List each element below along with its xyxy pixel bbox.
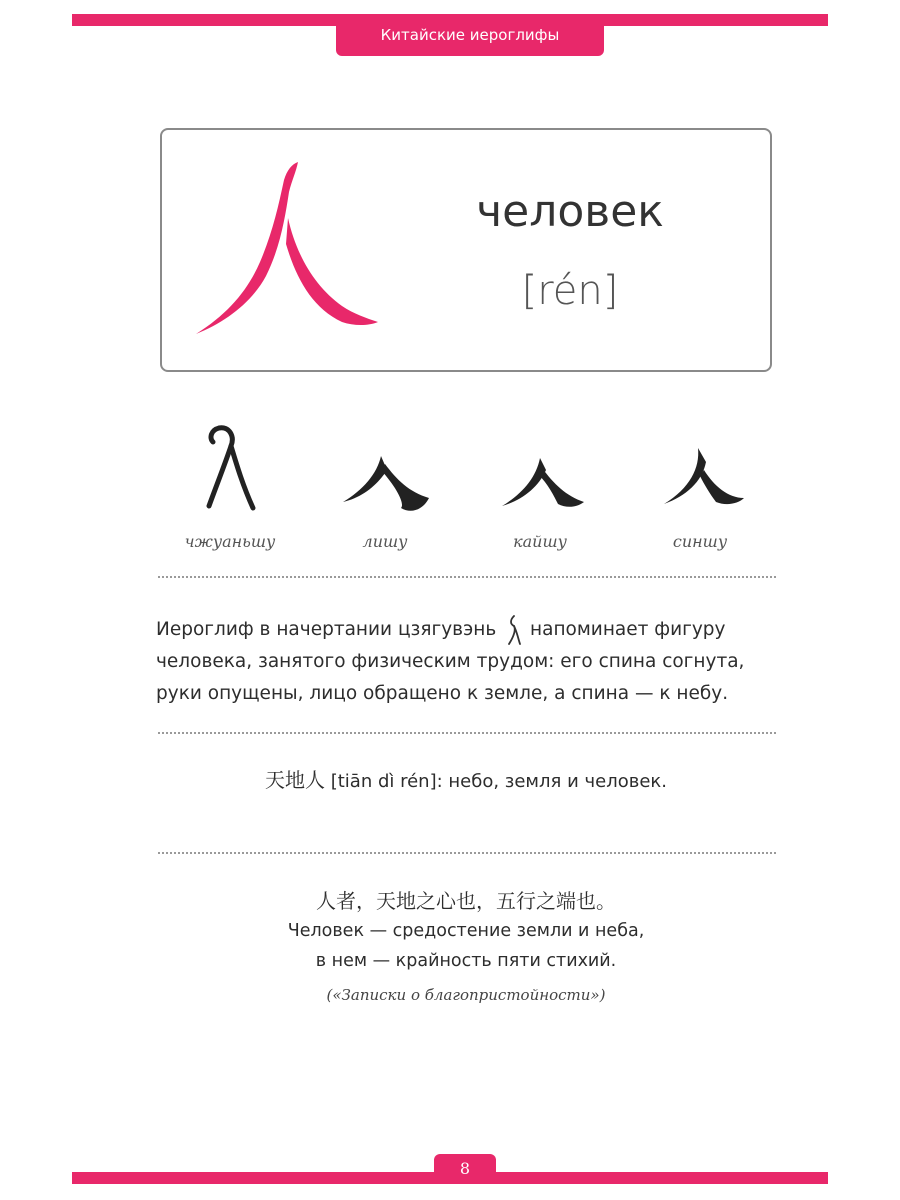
section-title: Китайские иероглифы — [336, 14, 604, 56]
description-paragraph — [156, 614, 796, 710]
script-item-zhuanshu — [160, 418, 300, 551]
quote-chinese: 人者，天地之心也，五行之端也。 — [316, 889, 616, 913]
script-label: кайшу — [513, 532, 567, 551]
quote-block — [160, 886, 772, 1010]
phrase-meaning: [tiān dì rén]: небо, земля и человек. — [324, 771, 667, 792]
quote-line: в нем — крайность пяти стихий. — [315, 951, 617, 971]
xingshu-glyph-icon — [652, 418, 748, 514]
phrase-chinese: 天地人 — [264, 768, 325, 792]
script-label: лишу — [362, 532, 408, 551]
headword-translation: человек — [476, 186, 664, 237]
dotted-divider — [158, 576, 776, 578]
lishu-glyph-icon — [337, 418, 433, 514]
dotted-divider — [158, 732, 776, 734]
headword-pinyin: [rén] — [521, 268, 619, 314]
kaishu-glyph-icon — [492, 418, 588, 514]
script-styles-row — [160, 418, 772, 568]
script-item-kaishu — [470, 418, 610, 551]
script-item-xingshu — [630, 418, 770, 551]
script-label: синшу — [672, 532, 728, 551]
ren-character-icon — [192, 158, 382, 338]
jiaguwen-glyph-icon — [502, 614, 524, 646]
page-number: 8 — [434, 1154, 496, 1184]
description-text-start: Иероглиф в начертании цзягувэнь — [156, 619, 503, 640]
zhuanshu-glyph-icon — [195, 418, 265, 514]
quote-source: («Записки о благопристойности») — [326, 986, 606, 1004]
example-phrase — [160, 764, 772, 793]
quote-line: Человек — средостение земли и неба, — [287, 921, 645, 941]
description-text-end: напоминает фигуру человека, занятого физическим трудом: его спина согнута, руки опущены, лицо обращено к земле, а спина — к небу. — [156, 619, 745, 704]
script-label: чжуаньшу — [184, 532, 276, 551]
script-item-lishu — [315, 418, 455, 551]
dotted-divider — [158, 852, 776, 854]
